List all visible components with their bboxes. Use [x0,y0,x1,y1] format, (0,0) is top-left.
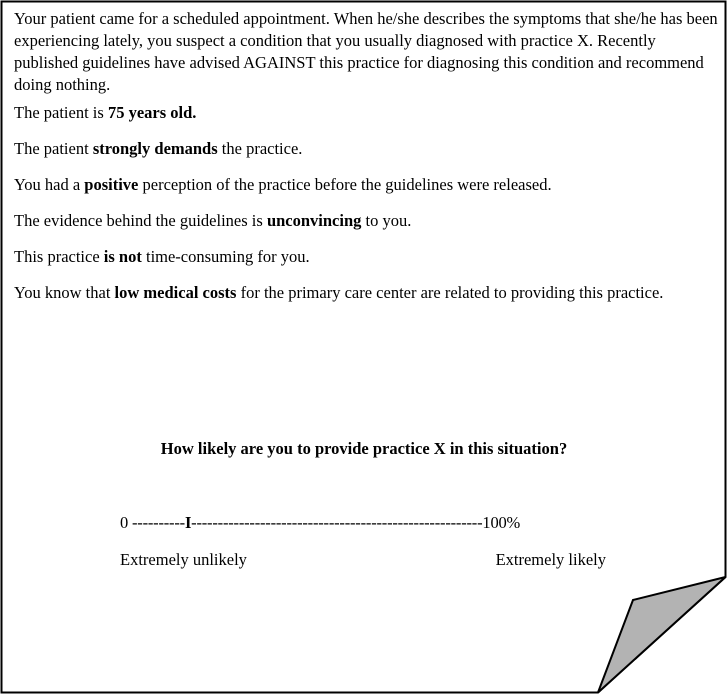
attribute-evidence [14,210,718,232]
attribute-time [14,246,718,268]
bold-text: low medical costs [114,283,237,302]
scale-min: 0 [120,513,132,532]
question: How likely are you to provide practice X in this situation? [160,439,568,458]
text: You know that [14,283,115,302]
attribute-patient-demand [14,138,718,160]
text: The patient [14,139,93,158]
text: The patient is [14,103,108,122]
text: for the primary care center are related to providing this practice. [236,283,664,302]
bold-text: positive [84,175,139,194]
anchor-extremely-likely: Extremely likely [495,550,606,569]
text: This practice [14,247,104,266]
text: The evidence behind the guidelines is [14,211,267,230]
bold-text: 75 years old. [107,103,197,122]
likelihood-scale[interactable] [120,513,520,533]
anchor-extremely-unlikely: Extremely unlikely [120,550,247,569]
attribute-costs [14,282,718,304]
text: perception of the practice before the guidelines were released. [138,175,552,194]
text: You had a [14,175,85,194]
bold-text: is not [103,247,142,266]
scale-max: 100% [482,513,521,532]
bold-text: unconvincing [266,211,362,230]
bold-text: strongly demands [92,139,218,158]
scale-marker[interactable]: I [184,513,192,532]
text: to you. [361,211,412,230]
attribute-age [14,102,718,124]
scale-line-left: ---------- [131,513,185,532]
scenario-intro: Your patient came for a scheduled appointment. When he/she describes the symptoms that she/he has been experiencing lately, you suspect a condition that you usually diagnosed with practice X. Recently published guidelines have advised AGAINST this practice for diagnosing this condition and recommend doing nothing. [14,9,718,94]
scale-line-right: ------------------------------------------------------- [191,513,483,532]
text: time-consuming for you. [141,247,310,266]
attribute-perception [14,174,718,196]
text: the practice. [217,139,303,158]
